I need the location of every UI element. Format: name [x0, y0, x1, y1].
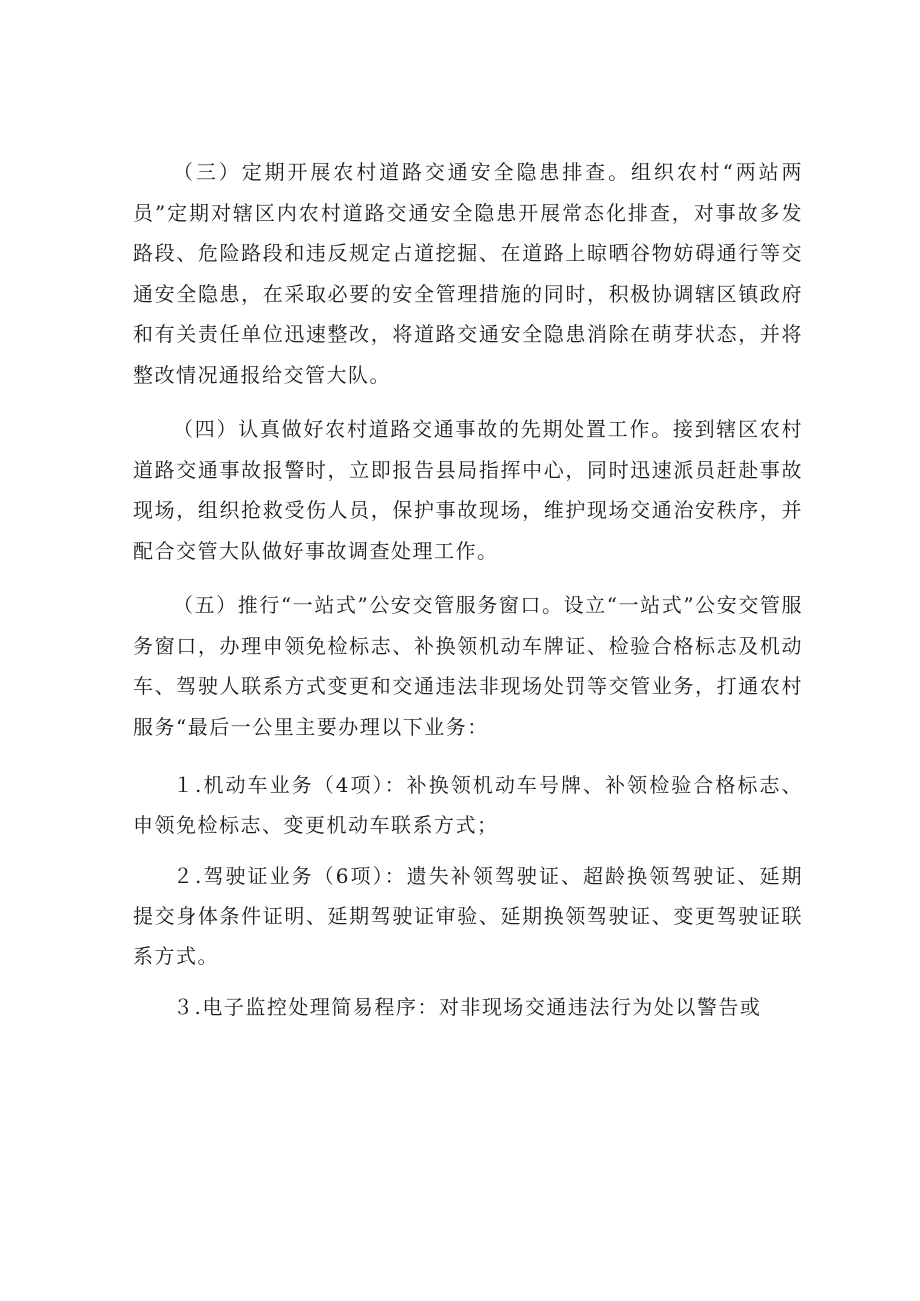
- paragraph-section-4: （四）认真做好农村道路交通事故的先期处置工作。接到辖区农村道路交通事故报警时，立即报告县局指挥中心，同时迅速派员赶赴事故现场，组织抢救受伤人员，保护事故现场，维护现场交通治安秩序，并配合交管大队做好事故调查处理工作。: [133, 417, 803, 563]
- paragraph-section-5: （五）推行“一站式”公安交管服务窗口。设立“一站式”公安交管服务窗口，办理申领免检标志、补换领机动车牌证、检验合格标志及机动车、驾驶人联系方式变更和交通违法非现场处罚等交管业务，打通农村服务“最后一公里主要办理以下业务：: [133, 593, 803, 739]
- document-body: [133, 152, 803, 1038]
- paragraph-section-3: （三）定期开展农村道路交通安全隐患排查。组织农村“两站两员”定期对辖区内农村道路交通安全隐患开展常态化排查，对事故多发路段、危险路段和违反规定占道挖掘、在道路上晾晒谷物妨碍通行等交通安全隐患，在采取必要的安全管理措施的同时，积极协调辖区镇政府和有关责任单位迅速整改，将道路交通安全隐患消除在萌芽状态，并将整改情况通报给交管大队。: [133, 160, 803, 387]
- list-item-license-business: ２.驾驶证业务（6项）：遗失补领驾驶证、超龄换领驾驶证、延期提交身体条件证明、延期驾驶证审验、延期换领驾驶证、变更驾驶证联系方式。: [133, 864, 803, 968]
- list-item-vehicle-business: １.机动车业务（4项）：补换领机动车号牌、补领检验合格标志、申领免检标志、变更机动车联系方式；: [133, 773, 803, 837]
- list-item-electronic-monitoring: ３.电子监控处理简易程序：对非现场交通违法行为处以警告或: [173, 995, 762, 1019]
